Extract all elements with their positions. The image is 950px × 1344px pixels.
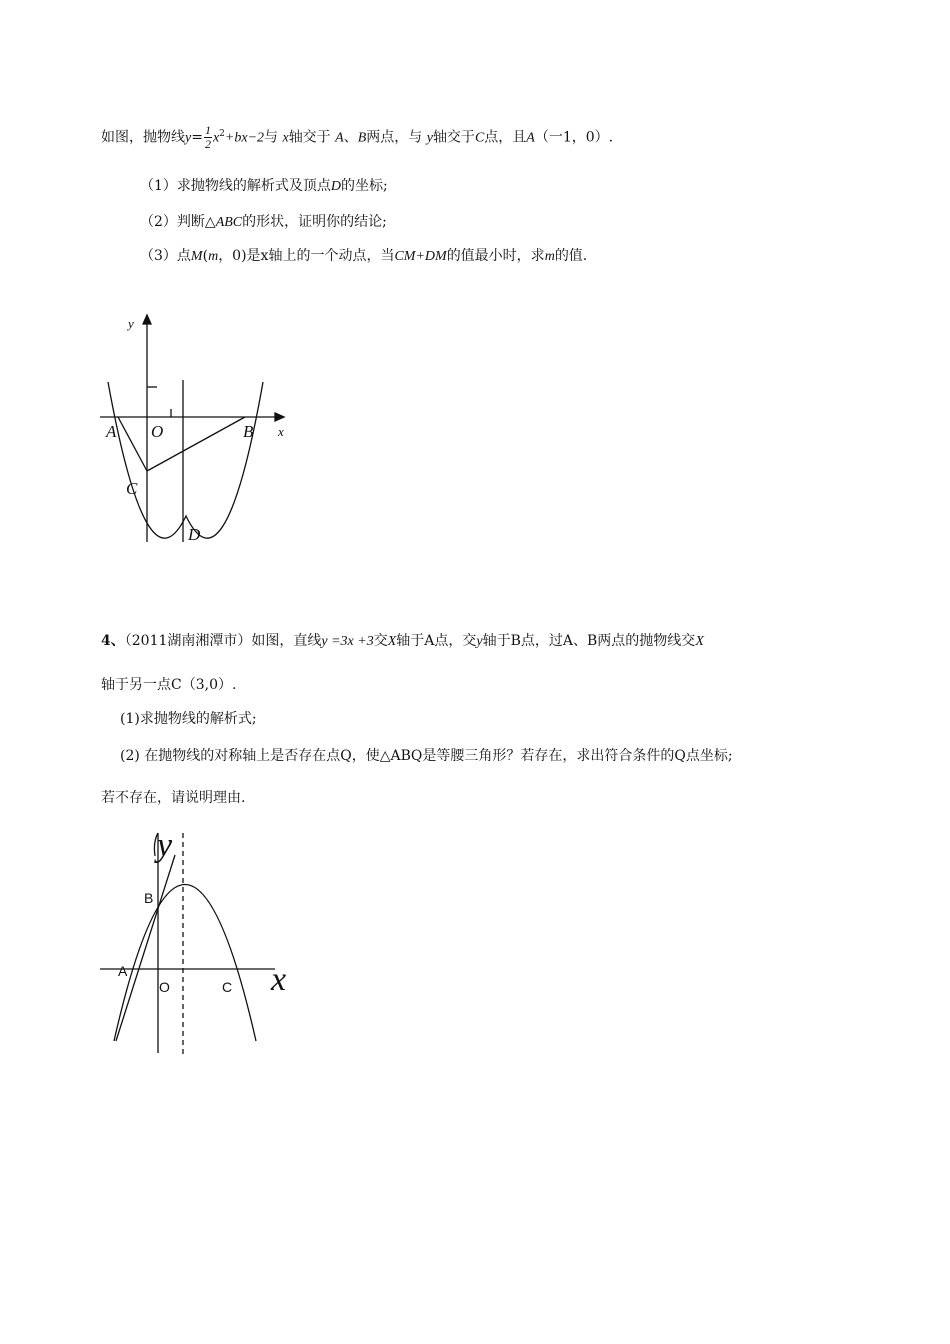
p3-q3-m: M: [190, 249, 203, 264]
p3-point-a2: A: [526, 130, 535, 146]
p3-q2-text-b: 的形状，证明你的结论;: [242, 214, 387, 230]
p4-label-y: y: [157, 828, 173, 864]
p3-eq-rest: +bx−2: [224, 130, 265, 146]
p3-q3-mvar2: m: [544, 249, 555, 264]
p3-parabola: [108, 382, 263, 538]
p4-line2-text: 轴于另一点C（3,0）.: [101, 677, 237, 693]
p3-intro: [101, 124, 613, 151]
p4-question-1: [120, 709, 257, 729]
p3-y-arrow: [143, 315, 151, 324]
p4-question-2: [120, 746, 733, 766]
p3-point-b: B: [357, 130, 367, 146]
p4-line-1: [101, 631, 704, 652]
p3-label-o: O: [151, 422, 164, 441]
p3-point-a: A: [335, 130, 344, 146]
p3-q2-text-a: （2）判断△: [140, 214, 216, 230]
p4-line-2: [101, 675, 236, 695]
p3-y-axis-var: y: [426, 130, 433, 146]
p3-eq-sign: =: [191, 129, 203, 146]
p3-label-a: A: [106, 422, 117, 441]
p3-question-3: [140, 246, 587, 267]
p3-q3-text-d: 的值最小时，求: [446, 248, 545, 264]
p3-q3-text-b: (: [202, 248, 209, 264]
p3-q1-text-a: （1）求抛物线的解析式及顶点: [140, 178, 331, 194]
p4-parabola: [114, 885, 256, 1042]
p3-label-d: D: [188, 525, 201, 544]
p4-q2-text: (2) 在抛物线的对称轴上是否存在点Q，使△ABQ是等腰三角形？若存在，求出符合条件的Q点坐标;: [120, 748, 733, 764]
p3-label-y: y: [128, 316, 134, 331]
p4-q2-cont-text: 若不存在，请说明理由.: [101, 790, 246, 806]
p3-intro-text-e: 轴交于: [432, 129, 475, 146]
p3-point-c: C: [474, 130, 485, 146]
p4-line1-text-d: 轴于B点，过A、B两点的抛物线交: [482, 633, 696, 649]
p3-intro-text-f: 点，且: [484, 129, 527, 146]
p3-frac-den: 2: [204, 137, 211, 152]
p3-q3-text-c: ，0)是x轴上的一个动点，当: [218, 248, 395, 264]
p4-line1-text-b: 交: [373, 633, 388, 649]
p3-q2-abc: ABC: [215, 215, 243, 230]
p3-label-c: C: [126, 479, 138, 498]
p3-fraction: [204, 124, 212, 151]
p4-line1-text-c: 轴于A点，交: [396, 633, 477, 649]
p3-q3-expr: CM+DM: [394, 249, 447, 264]
p4-question-2-cont: [101, 788, 245, 808]
p3-question-1: [140, 176, 388, 197]
p3-label-b: B: [243, 422, 254, 441]
p3-q3-text-e: 的值.: [554, 248, 588, 264]
p4-label-x: x: [271, 961, 287, 998]
p3-question-2: [140, 212, 387, 233]
p3-x-term: x: [212, 130, 220, 146]
p3-square: 2: [219, 129, 225, 139]
p3-x-arrow: [275, 413, 284, 421]
p4-line-ab: [116, 855, 175, 1041]
p4-line1-text-a: （2011湖南湘潭市）如图，直线: [124, 633, 322, 649]
p3-sep: 、: [343, 129, 358, 146]
p3-intro-text-b: 与: [264, 129, 279, 146]
p3-figure: [95, 310, 305, 550]
p4-label-b: B: [144, 890, 154, 906]
p4-line1-x2: X: [695, 634, 704, 649]
p4-line1-x: X: [387, 634, 397, 649]
p3-segment-ac: [118, 417, 147, 471]
p3-intro-text-c: 轴交于: [288, 129, 331, 146]
p3-q1-d: D: [330, 179, 342, 194]
p4-label-o: O: [159, 979, 170, 995]
p3-q3-text-a: （3）点: [140, 248, 191, 264]
p4-label-c: C: [222, 979, 233, 995]
p4-number: 4、: [101, 633, 125, 649]
p3-x-axis-var: x: [282, 130, 289, 146]
p4-line1-y: y: [476, 634, 483, 649]
p4-line-equation: y =3x +3: [321, 634, 374, 649]
p3-intro-text-a: 如图，抛物线: [101, 129, 185, 146]
p3-q3-mvar: m: [208, 249, 219, 264]
p4-figure: [95, 828, 335, 1063]
p3-y-var: y: [185, 130, 192, 146]
p4-label-a: A: [118, 963, 128, 979]
p4-q1-text: (1)求抛物线的解析式;: [120, 711, 257, 727]
p3-intro-text-d: 两点，与: [366, 129, 423, 146]
p3-q1-text-b: 的坐标;: [341, 178, 388, 194]
p3-frac-num: 1: [204, 123, 211, 138]
p3-coord-a: （一1，0）.: [534, 129, 614, 146]
p3-label-x: x: [278, 424, 284, 439]
